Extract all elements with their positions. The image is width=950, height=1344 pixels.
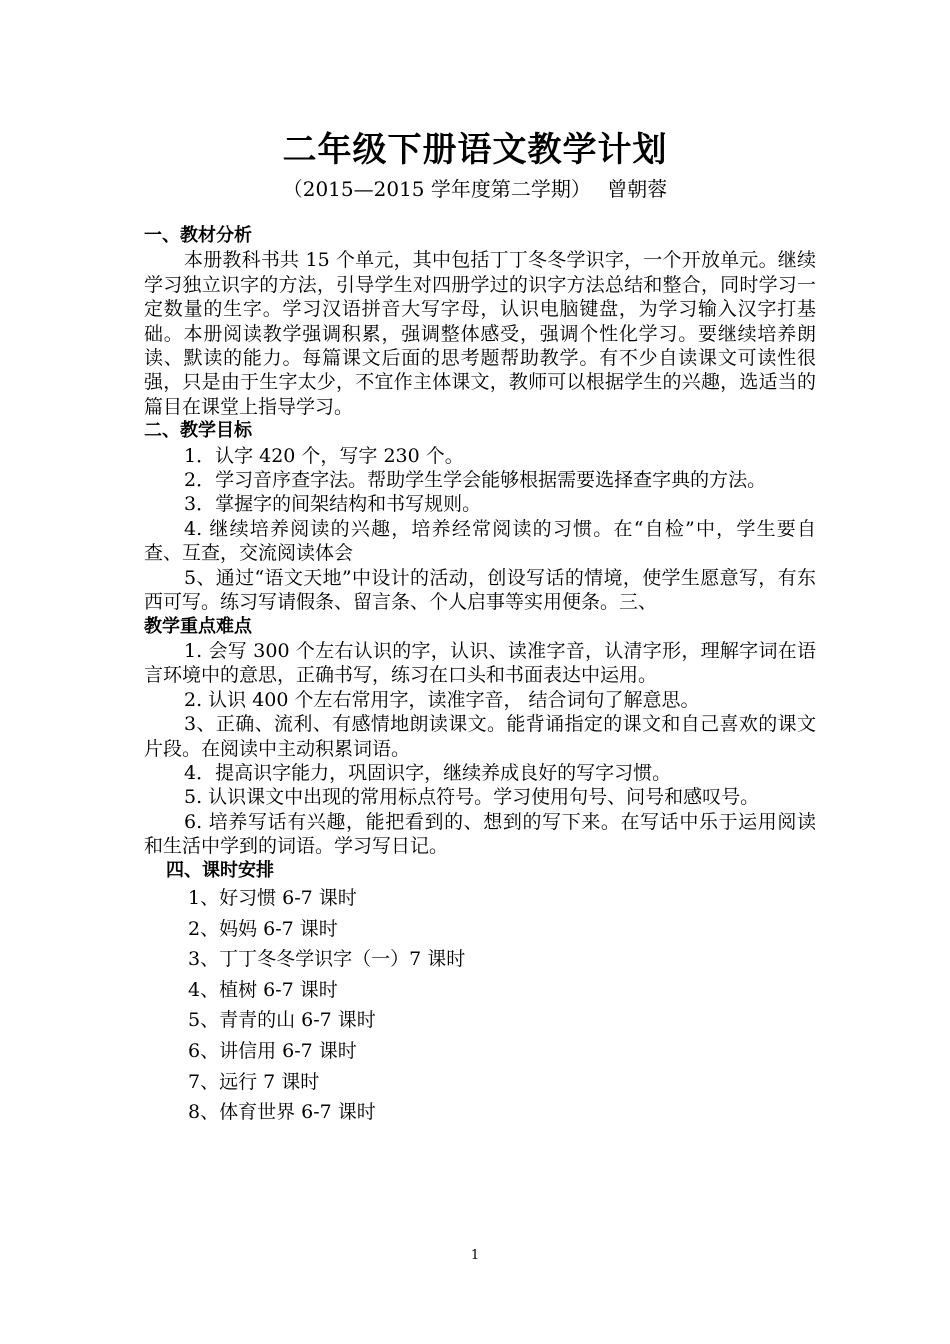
schedule-item: 6、讲信用 6-7 课时 <box>188 1039 357 1062</box>
schedule-item: 5、青青的山 6-7 课时 <box>188 1009 376 1032</box>
document-body <box>144 224 816 1128</box>
keypoint-item: 4．提高识字能力，巩固识字，继续养成良好的写字习惯。 <box>184 761 672 784</box>
section-heading-prefix-keypoints: 三、 <box>619 591 658 614</box>
goal-item: 4. 继续培养阅读的兴趣，培养经常阅读的习惯。在“自检”中，学生要自查、互查，交流阅读体会 <box>144 517 816 565</box>
document-subtitle: （2015—2015 学年度第二学期） 曾朝蓉 <box>282 177 668 201</box>
section-heading-materials: 一、教材分析 <box>144 225 252 246</box>
section-heading-keypoints: 教学重点难点 <box>144 615 252 637</box>
paragraph-materials: 本册教科书共 15 个单元，其中包括丁丁冬冬学识字，一个开放单元。继续学习独立识字的方法，引导学生对四册学过的识字方法总结和整合，同时学习一定数量的生字。学习汉语拼音大写字母，认识电脑键盘，为学习输入汉字打基础。本册阅读教学强调积累，强调整体感受，强调个性化学习。要继续培养朗读、默读的能力。每篇课文后面的思考题帮助教学。有不少自读课文可读性很强，只是由于生字太少，不宜作主体课文，教师可以根据学生的兴趣，选适当的篇目在课堂上指导学习。 <box>144 249 816 418</box>
goal-item-text: 5、通过“语文天地”中设计的活动，创设写话的情境，使学生愿意写，有东西可写。练习写请假条、留言条、个人启事等实用便条。 <box>144 566 816 614</box>
keypoint-item: 2. 认识 400 个左右常用字，读准字音， 结合词句了解意思。 <box>184 688 700 711</box>
schedule-item: 4、植树 6-7 课时 <box>188 978 338 1001</box>
document-title: 二年级下册语文教学计划 <box>282 130 668 170</box>
goal-item: 1．认字 420 个，写字 230 个。 <box>184 444 464 467</box>
schedule-item: 8、体育世界 6-7 课时 <box>188 1101 376 1124</box>
schedule-item: 1、好习惯 6-7 课时 <box>188 886 357 909</box>
section-heading-schedule: 四、课时安排 <box>166 859 274 881</box>
goal-item <box>144 566 816 615</box>
page-number: 1 <box>470 1248 480 1263</box>
schedule-list <box>144 883 816 1128</box>
keypoint-item: 1. 会写 300 个左右认识的字，认识、读准字音，认清字形，理解字词在语言环境中的意思，正确书写，练习在口头和书面表达中运用。 <box>144 639 816 687</box>
keypoint-item: 3、正确、流利、有感情地朗读课文。能背诵指定的课文和自己喜欢的课文片段。在阅读中主动积累词语。 <box>144 713 816 760</box>
schedule-item: 7、远行 7 课时 <box>188 1070 320 1093</box>
keypoint-item: 6. 培养写话有兴趣，能把看到的、想到的写下来。在写话中乐于运用阅读和生活中学到的词语。学习写日记。 <box>144 810 816 858</box>
section-heading-goals: 二、教学目标 <box>144 420 252 442</box>
schedule-item: 3、丁丁冬冬学识字（一）7 课时 <box>188 948 466 971</box>
goal-item: 3．掌握字的间架结构和书写规则。 <box>184 493 482 516</box>
keypoint-item: 5. 认识课文中出现的常用标点符号。学习使用句号、问号和感叹号。 <box>184 786 760 809</box>
goal-item: 2．学习音序查字法。帮助学生学会能够根据需要选择查字典的方法。 <box>184 469 767 492</box>
schedule-item: 2、妈妈 6-7 课时 <box>188 917 338 940</box>
